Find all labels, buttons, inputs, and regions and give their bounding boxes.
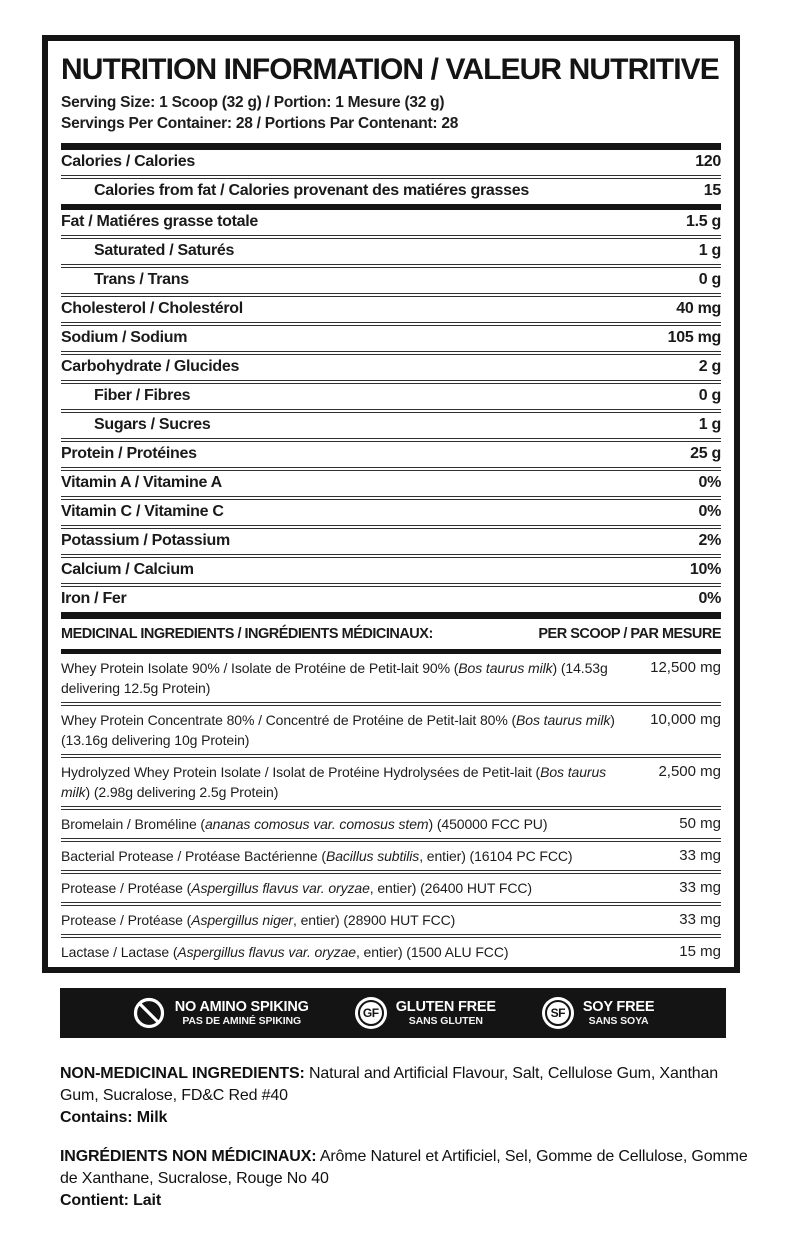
- nutrition-row: [61, 471, 721, 496]
- medicinal-row: [61, 654, 721, 702]
- contains-statement-fr: Contient: Lait: [60, 1192, 161, 1209]
- nutrient-name: Trans / Trans: [94, 271, 189, 289]
- label-title: NUTRITION INFORMATION / VALEUR NUTRITIVE: [61, 53, 719, 86]
- medicinal-table: [61, 654, 721, 966]
- nutrition-row: [61, 297, 721, 322]
- nutrient-name: Fat / Matiéres grasse totale: [61, 213, 259, 231]
- nutrient-name: Vitamin A / Vitamine A: [61, 474, 222, 492]
- nutrient-name: Saturated / Saturés: [94, 242, 235, 260]
- no-amino-spiking-icon: [132, 996, 166, 1030]
- nutrient-name: Sugars / Sucres: [94, 416, 211, 434]
- nutrient-value: 40 mg: [676, 300, 721, 318]
- ingredient-amount: 2,500 mg: [658, 762, 721, 780]
- nutrient-name: Carbohydrate / Glucides: [61, 358, 240, 376]
- medicinal-row: [61, 706, 721, 754]
- nutrition-label-box: [42, 35, 740, 973]
- nutrient-value: 0%: [698, 474, 721, 492]
- nutrient-value: 0%: [698, 503, 721, 521]
- ingredient-amount: 15 mg: [679, 942, 721, 960]
- medicinal-row: [61, 874, 721, 902]
- medicinal-header-title: MEDICINAL INGREDIENTS / INGRÉDIENTS MÉDICINAUX:: [61, 625, 433, 642]
- non-medicinal-lead-en: NON-MEDICINAL INGREDIENTS:: [60, 1065, 305, 1082]
- contains-statement-en: Contains: Milk: [60, 1109, 168, 1126]
- medicinal-row: [61, 842, 721, 870]
- servings-per-container-line: Servings Per Container: 28 / Portions Par Contenant: 28: [61, 114, 459, 132]
- medicinal-header: [61, 619, 721, 649]
- nutrition-row: [61, 587, 721, 612]
- nutrition-row: [61, 500, 721, 525]
- ingredient-amount: 33 mg: [679, 878, 721, 896]
- nutrient-value: 0 g: [698, 387, 721, 405]
- non-medicinal-ingredients-en: [60, 1063, 752, 1129]
- ingredient-name: Whey Protein Concentrate 80% / Concentré de Protéine de Petit-lait 80% (Bos taurus milk) (13.16g delivering 10g Protein): [61, 711, 615, 748]
- nutrient-value: 25 g: [690, 445, 721, 463]
- nutrient-value: 2%: [698, 532, 721, 550]
- ingredient-name: Protease / Protéase (Aspergillus niger, entier) (28900 HUT FCC): [61, 911, 456, 928]
- non-medicinal-lead-fr: INGRÉDIENTS NON MÉDICINAUX:: [60, 1148, 317, 1165]
- ingredient-amount: 33 mg: [679, 846, 721, 864]
- badge-text: [175, 999, 309, 1027]
- badge-text: [583, 999, 654, 1027]
- nutrient-name: Calories from fat / Calories provenant des matiéres grasses: [94, 182, 529, 200]
- soy-free-icon: [542, 997, 574, 1029]
- nutrition-row: [61, 268, 721, 293]
- nutrient-name: Vitamin C / Vitamine C: [61, 503, 224, 521]
- nutrient-name: Calories / Calories: [61, 153, 195, 171]
- nutrition-table: [61, 150, 721, 619]
- section-divider: [61, 612, 721, 619]
- ingredient-amount: 50 mg: [679, 814, 721, 832]
- badge-no-amino-spiking: [132, 996, 309, 1030]
- medicinal-header-amount-label: PER SCOOP / PAR MESURE: [538, 625, 721, 642]
- non-medicinal-body-en: Natural and Artificial Flavour, Salt, Cellulose Gum, Xanthan Gum, Sucralose, FD&C Red #40: [60, 1065, 718, 1104]
- nutrition-row: [61, 326, 721, 351]
- ingredient-name: Whey Protein Isolate 90% / Isolate de Protéine de Petit-lait 90% (Bos taurus milk) (14.53g delivering 12.5g Protein): [61, 659, 608, 696]
- medicinal-row: [61, 810, 721, 838]
- nutrition-row: [61, 355, 721, 380]
- section-divider: [61, 143, 721, 150]
- ingredient-name: Bromelain / Broméline (ananas comosus var. comosus stem) (450000 FCC PU): [61, 815, 548, 832]
- claims-banner: [60, 988, 726, 1038]
- badge-text: [396, 999, 496, 1027]
- nutrient-name: Potassium / Potassium: [61, 532, 230, 550]
- nutrition-row: [61, 558, 721, 583]
- nutrient-value: 2 g: [698, 358, 721, 376]
- nutrient-value: 1 g: [698, 416, 721, 434]
- nutrient-value: 0%: [698, 590, 721, 608]
- nutrient-value: 1.5 g: [686, 213, 721, 231]
- nutrient-name: Protein / Protéines: [61, 445, 197, 463]
- nutrition-row: [61, 413, 721, 438]
- nutrition-row: [61, 529, 721, 554]
- non-medicinal-body-fr: Arôme Naturel et Artificiel, Sel, Gomme de Cellulose, Gomme de Xanthane, Sucralose, Rouge No 40: [60, 1148, 748, 1187]
- nutrient-name: Sodium / Sodium: [61, 329, 188, 347]
- badge-subtitle: SANS GLUTEN: [408, 1015, 483, 1027]
- medicinal-row: [61, 906, 721, 934]
- nutrient-name: Calcium / Calcium: [61, 561, 194, 579]
- nutrition-row: [61, 239, 721, 264]
- nutrition-row: [61, 210, 721, 235]
- nutrient-value: 10%: [689, 561, 721, 579]
- nutrient-value: 105 mg: [667, 329, 721, 347]
- ingredient-name: Bacterial Protease / Protéase Bactérienne (Bacillus subtilis, entier) (16104 PC FCC): [61, 847, 573, 864]
- nutrition-row: [61, 150, 721, 175]
- ingredient-amount: 33 mg: [679, 910, 721, 928]
- nutrient-value: 1 g: [698, 242, 721, 260]
- nutrition-row: [61, 442, 721, 467]
- nutrient-name: Iron / Fer: [61, 590, 127, 608]
- nutrient-value: 0 g: [698, 271, 721, 289]
- badge-subtitle: PAS DE AMINÉ SPIKING: [182, 1015, 302, 1027]
- nutrition-row: [61, 179, 721, 204]
- gluten-free-icon-text: GF: [358, 1000, 384, 1026]
- soy-free-icon-text: SF: [545, 1000, 571, 1026]
- non-medicinal-ingredients-fr: [60, 1146, 752, 1212]
- badge-title: NO AMINO SPIKING: [174, 999, 309, 1015]
- serving-info: [61, 92, 721, 134]
- badge-soy-free: [542, 997, 654, 1029]
- ingredient-name: Lactase / Lactase (Aspergillus flavus var. oryzae, entier) (1500 ALU FCC): [61, 943, 509, 960]
- ingredient-name: Protease / Protéase (Aspergillus flavus var. oryzae, entier) (26400 HUT FCC): [61, 879, 532, 896]
- nutrient-name: Fiber / Fibres: [94, 387, 191, 405]
- ingredient-amount: 10,000 mg: [650, 710, 721, 728]
- ingredient-name: Hydrolyzed Whey Protein Isolate / Isolat de Protéine Hydrolysées de Petit-lait (Bos taurus milk) (2.98g delivering 2.5g Protein): [61, 763, 607, 800]
- nutrient-value: 15: [703, 182, 721, 200]
- nutrient-value: 120: [695, 153, 721, 171]
- nutrient-name: Cholesterol / Cholestérol: [61, 300, 243, 318]
- badge-title: GLUTEN FREE: [395, 999, 496, 1015]
- ingredient-amount: 12,500 mg: [650, 658, 721, 676]
- badge-subtitle: SANS SOYA: [588, 1015, 649, 1027]
- medicinal-row: [61, 938, 721, 966]
- medicinal-row: [61, 758, 721, 806]
- badge-title: SOY FREE: [582, 999, 655, 1015]
- gluten-free-icon: [355, 997, 387, 1029]
- badge-gluten-free: [355, 997, 496, 1029]
- nutrition-row: [61, 384, 721, 409]
- serving-size-line: Serving Size: 1 Scoop (32 g) / Portion: 1 Mesure (32 g): [61, 93, 445, 111]
